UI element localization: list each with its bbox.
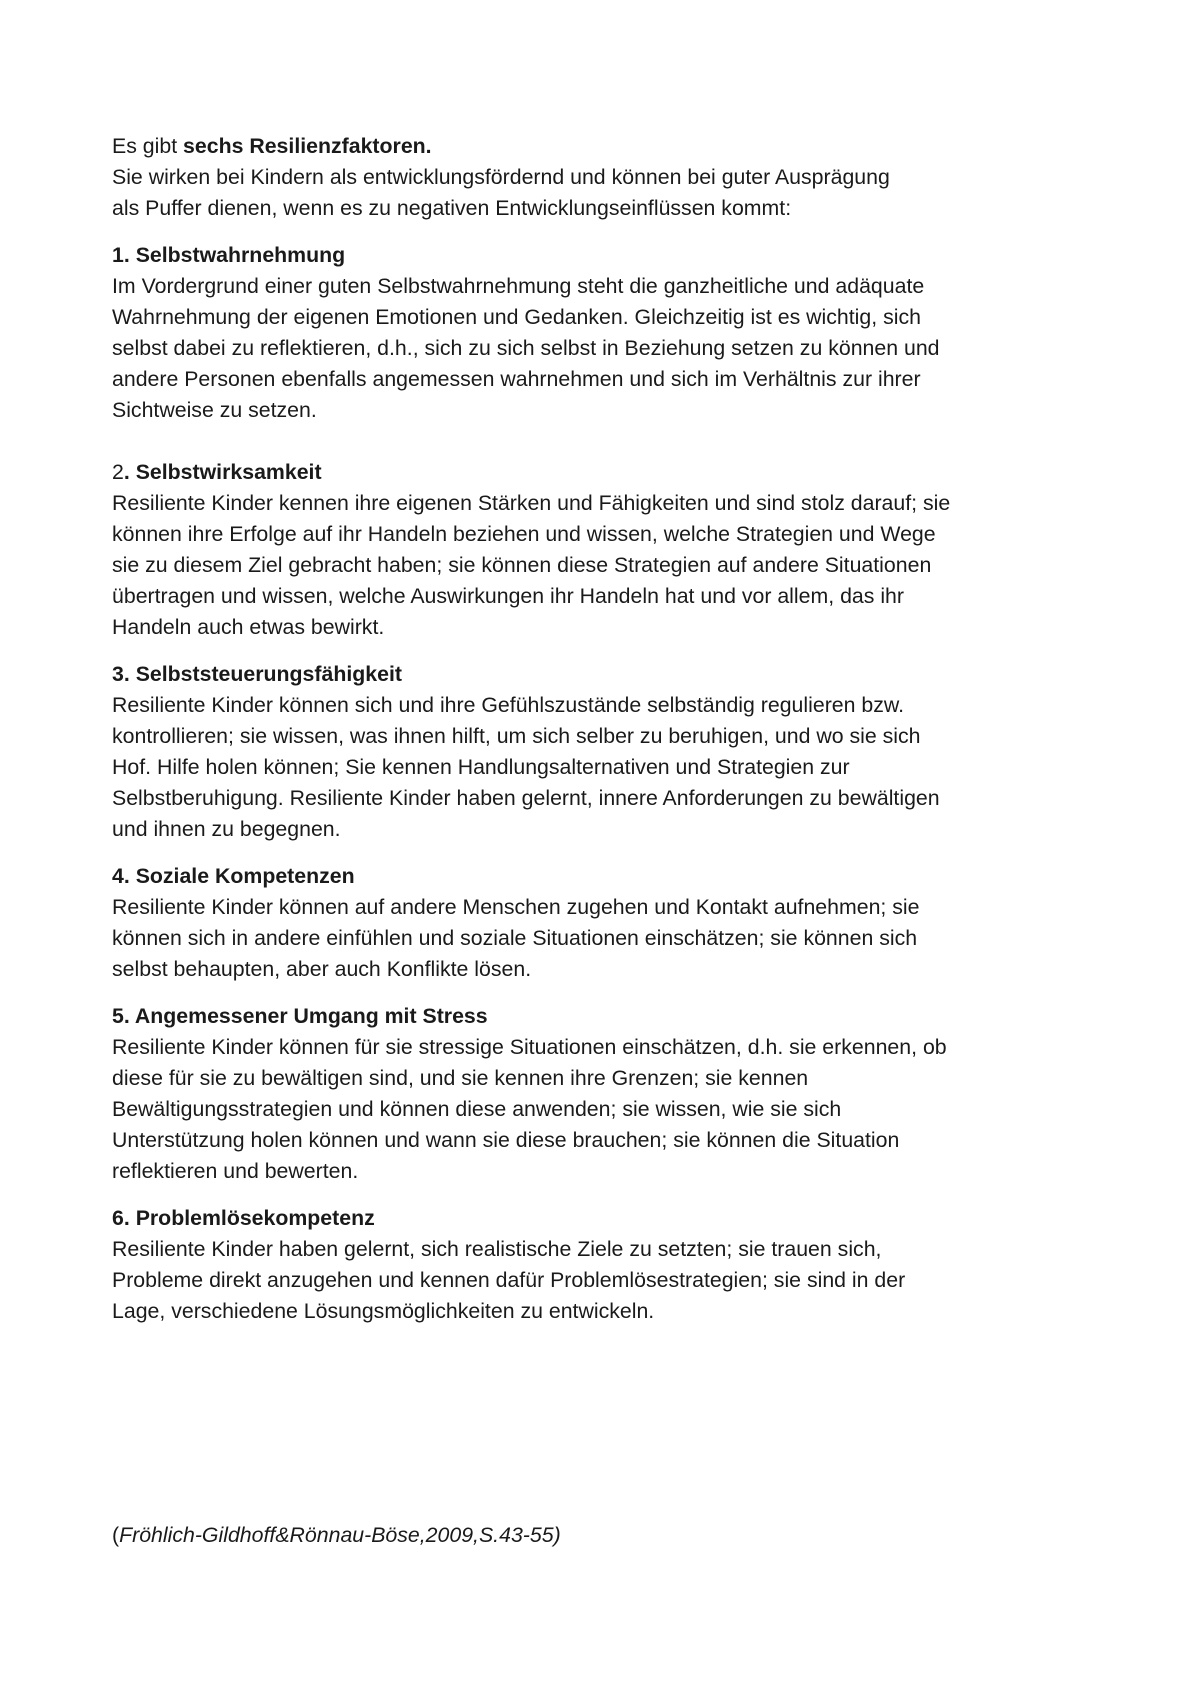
section-heading [112,457,1072,488]
section-line: Resiliente Kinder kennen ihre eigenen Stärken und Fähigkeiten und sind stolz darauf; sie [112,491,951,515]
intro-bold-statement: sechs Resilienzfaktoren. [183,134,432,158]
section-line: und ihnen zu begegnen. [112,817,341,841]
section-line: Hof. Hilfe holen können; Sie kennen Handlungsalternativen und Strategien zur [112,755,850,779]
section-number: 2 [112,460,124,484]
section-heading [112,1001,1072,1032]
section-line: Resiliente Kinder können auf andere Menschen zugehen und Kontakt aufnehmen; sie [112,895,920,919]
section-line: können sich in andere einfühlen und soziale Situationen einschätzen; sie können sich [112,926,918,950]
section-umgang-mit-stress [112,1001,1072,1187]
section-number: 3. [112,662,130,686]
section-line: kontrollieren; sie wissen, was ihnen hilft, um sich selber zu beruhigen, und wo sie sich [112,724,921,748]
section-line: andere Personen ebenfalls angemessen wahrnehmen und sich im Verhältnis zur ihrer [112,367,921,391]
section-title: Selbstwirksamkeit [135,460,322,484]
section-title: Soziale Kompetenzen [135,864,355,888]
section-heading [112,659,1072,690]
section-line: selbst behaupten, aber auch Konflikte lösen. [112,957,532,981]
intro-prefix: Es gibt [112,134,184,158]
section-line: Selbstberuhigung. Resiliente Kinder haben gelernt, innere Anforderungen zu bewältigen [112,786,940,810]
section-selbststeuerungsfaehigkeit [112,659,1072,845]
section-line: diese für sie zu bewältigen sind, und sie kennen ihre Grenzen; sie kennen [112,1066,809,1090]
section-number: 1. [112,243,130,267]
section-line: Sichtweise zu setzen. [112,398,317,422]
section-number: 5. [112,1004,130,1028]
section-line: können ihre Erfolge auf ihr Handeln beziehen und wissen, welche Strategien und Wege [112,522,936,546]
section-selbstwahrnehmung [112,240,1072,426]
section-line: sie zu diesem Ziel gebracht haben; sie können diese Strategien auf andere Situationen [112,553,932,577]
section-problemloesekompetenz [112,1203,1072,1327]
section-title: Selbststeuerungsfähigkeit [135,662,402,686]
section-title: Selbstwahrnehmung [135,243,346,267]
citation [112,1520,561,1551]
section-heading [112,861,1072,892]
section-line: Im Vordergrund einer guten Selbstwahrnehmung steht die ganzheitliche und adäquate [112,274,925,298]
citation-open-paren: ( [112,1523,120,1547]
section-line: Handeln auch etwas bewirkt. [112,615,385,639]
section-selbstwirksamkeit [112,457,1072,643]
section-line: reflektieren und bewerten. [112,1159,359,1183]
section-line: Wahrnehmung der eigenen Emotionen und Gedanken. Gleichzeitig ist es wichtig, sich [112,305,921,329]
section-line: selbst dabei zu reflektieren, d.h., sich zu sich selbst in Beziehung setzen zu können und [112,336,940,360]
citation-text: Fröhlich-Gildhoff&Rönnau-Böse,2009,S.43-55) [119,1523,561,1547]
section-line: Lage, verschiedene Lösungsmöglichkeiten zu entwickeln. [112,1299,655,1323]
section-title: Angemessener Umgang mit Stress [134,1004,488,1028]
section-line: Resiliente Kinder haben gelernt, sich realistische Ziele zu setzten; sie trauen sich, [112,1237,882,1261]
section-line: übertragen und wissen, welche Auswirkungen ihr Handeln hat und vor allem, das ihr [112,584,904,608]
intro-line [112,131,1072,162]
section-line: Resiliente Kinder können für sie stressige Situationen einschätzen, d.h. sie erkennen, ob [112,1035,947,1059]
section-soziale-kompetenzen [112,861,1072,985]
section-line: Probleme direkt anzugehen und kennen dafür Problemlösestrategien; sie sind in der [112,1268,906,1292]
section-heading [112,240,1072,271]
section-line: Resiliente Kinder können sich und ihre Gefühlszustände selbständig regulieren bzw. [112,693,905,717]
intro-paragraph [112,131,1072,224]
section-number: 4. [112,864,130,888]
section-number: 6. [112,1206,130,1230]
section-line: Bewältigungsstrategien und können diese anwenden; sie wissen, wie sie sich [112,1097,842,1121]
intro-line: als Puffer dienen, wenn es zu negativen Entwicklungseinflüssen kommt: [112,196,792,220]
section-number-suffix: . [123,460,130,484]
section-title: Problemlösekompetenz [135,1206,375,1230]
section-line: Unterstützung holen können und wann sie diese brauchen; sie können die Situation [112,1128,900,1152]
section-heading [112,1203,1072,1234]
document-body [112,131,1072,1343]
intro-line: Sie wirken bei Kindern als entwicklungsfördernd und können bei guter Ausprägung [112,165,890,189]
